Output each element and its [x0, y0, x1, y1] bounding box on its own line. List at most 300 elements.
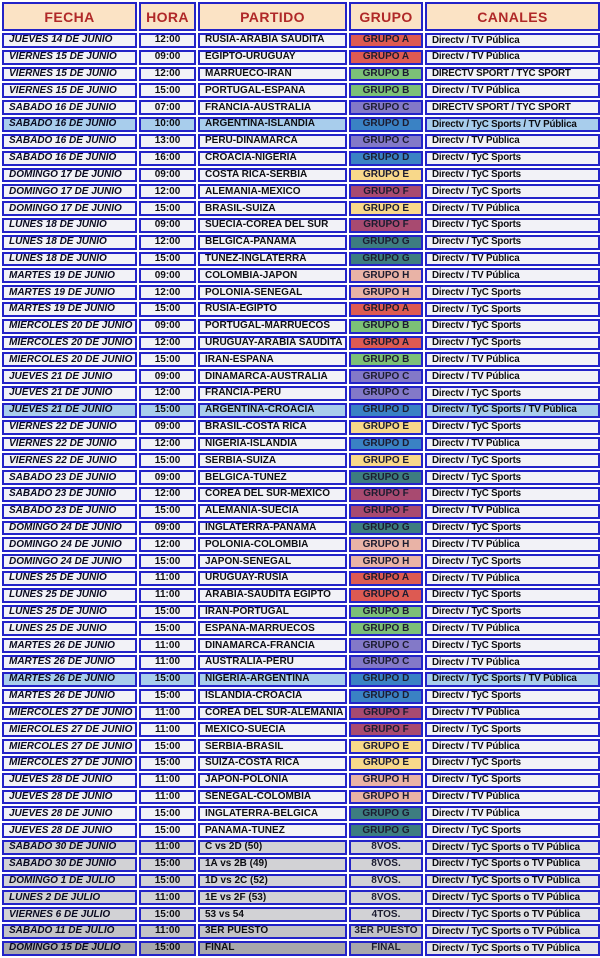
- hora-cell: 15:00: [139, 823, 196, 838]
- canales-cell: Directv / TV Pública: [425, 369, 600, 384]
- hora-cell: 09:00: [139, 50, 196, 65]
- match-row: [2, 201, 600, 216]
- grupo-badge: 8VOS.: [349, 840, 423, 855]
- fecha-cell: JUEVES 28 DE JUNIO: [2, 790, 137, 805]
- canales-cell: Directv / TV Pública: [425, 790, 600, 805]
- partido-cell: COREA DEL SUR-MEXICO: [198, 487, 347, 502]
- partido-cell: JAPON-POLONIA: [198, 773, 347, 788]
- partido-cell: ALEMANIA-MEXICO: [198, 184, 347, 199]
- grupo-badge: GRUPO F: [349, 487, 423, 502]
- hora-cell: 09:00: [139, 369, 196, 384]
- match-row: [2, 739, 600, 754]
- hora-cell: 07:00: [139, 100, 196, 115]
- grupo-badge: GRUPO G: [349, 823, 423, 838]
- canales-cell: Directv / TyC Sports: [425, 722, 600, 737]
- match-row: [2, 218, 600, 233]
- fecha-cell: JUEVES 28 DE JUNIO: [2, 773, 137, 788]
- fecha-cell: LUNES 18 DE JUNIO: [2, 235, 137, 250]
- hora-cell: 11:00: [139, 722, 196, 737]
- hora-cell: 15:00: [139, 252, 196, 267]
- hora-cell: 11:00: [139, 588, 196, 603]
- partido-cell: BELGICA-PANAMA: [198, 235, 347, 250]
- canales-cell: Directv / TyC Sports / TV Pública: [425, 672, 600, 687]
- fecha-cell: JUEVES 21 DE JUNIO: [2, 369, 137, 384]
- match-row: [2, 605, 600, 620]
- grupo-badge: GRUPO G: [349, 806, 423, 821]
- fecha-cell: DOMINGO 17 DE JUNIO: [2, 201, 137, 216]
- canales-cell: Directv / TyC Sports: [425, 168, 600, 183]
- fecha-cell: MARTES 26 DE JUNIO: [2, 638, 137, 653]
- fecha-cell: DOMINGO 24 DE JUNIO: [2, 521, 137, 536]
- grupo-badge: GRUPO E: [349, 420, 423, 435]
- partido-cell: BRASIL-COSTA RICA: [198, 420, 347, 435]
- match-row: [2, 790, 600, 805]
- canales-cell: Directv / TyC Sports o TV Pública: [425, 840, 600, 855]
- canales-cell: Directv / TV Pública: [425, 437, 600, 452]
- canales-cell: Directv / TV Pública: [425, 706, 600, 721]
- hora-cell: 12:00: [139, 487, 196, 502]
- match-row: [2, 823, 600, 838]
- hora-cell: 15:00: [139, 302, 196, 317]
- grupo-badge: GRUPO H: [349, 773, 423, 788]
- fecha-cell: MARTES 26 DE JUNIO: [2, 655, 137, 670]
- canales-cell: Directv / TV Pública: [425, 201, 600, 216]
- canales-cell: Directv / TyC Sports: [425, 487, 600, 502]
- hora-cell: 15:00: [139, 756, 196, 771]
- fecha-cell: MARTES 19 DE JUNIO: [2, 302, 137, 317]
- grupo-badge: GRUPO B: [349, 621, 423, 636]
- partido-cell: ALEMANIA-SUECIA: [198, 504, 347, 519]
- grupo-badge: GRUPO A: [349, 336, 423, 351]
- grupo-badge: GRUPO B: [349, 319, 423, 334]
- match-row: [2, 655, 600, 670]
- hora-cell: 16:00: [139, 151, 196, 166]
- match-row: [2, 756, 600, 771]
- canales-cell: DIRECTV SPORT / TYC SPORT: [425, 67, 600, 82]
- hora-cell: 15:00: [139, 857, 196, 872]
- hora-cell: 11:00: [139, 840, 196, 855]
- grupo-badge: GRUPO D: [349, 672, 423, 687]
- fecha-cell: LUNES 25 DE JUNIO: [2, 571, 137, 586]
- match-row: [2, 773, 600, 788]
- fecha-cell: SABADO 16 DE JUNIO: [2, 100, 137, 115]
- fecha-cell: SABADO 30 DE JUNIO: [2, 857, 137, 872]
- canales-cell: Directv / TyC Sports / TV Pública: [425, 403, 600, 418]
- partido-cell: BELGICA-TUNEZ: [198, 470, 347, 485]
- fecha-cell: JUEVES 21 DE JUNIO: [2, 403, 137, 418]
- fecha-cell: JUEVES 28 DE JUNIO: [2, 806, 137, 821]
- match-row: [2, 537, 600, 552]
- canales-cell: Directv / TyC Sports: [425, 420, 600, 435]
- hora-cell: 15:00: [139, 739, 196, 754]
- grupo-badge: GRUPO G: [349, 235, 423, 250]
- partido-cell: PORTUGAL-ESPAÑA: [198, 83, 347, 98]
- match-row: [2, 302, 600, 317]
- grupo-badge: GRUPO B: [349, 83, 423, 98]
- partido-cell: IRAN-ESPAÑA: [198, 352, 347, 367]
- grupo-badge: GRUPO G: [349, 470, 423, 485]
- grupo-badge: 8VOS.: [349, 857, 423, 872]
- canales-cell: Directv / TyC Sports o TV Pública: [425, 890, 600, 905]
- hora-cell: 10:00: [139, 117, 196, 132]
- canales-cell: Directv / TV Pública: [425, 571, 600, 586]
- partido-cell: ESPAÑA-MARRUECOS: [198, 621, 347, 636]
- canales-cell: Directv / TyC Sports: [425, 638, 600, 653]
- fecha-cell: MIERCOLES 27 DE JUNIO: [2, 756, 137, 771]
- partido-cell: INGLATERRA-BELGICA: [198, 806, 347, 821]
- canales-cell: Directv / TyC Sports: [425, 605, 600, 620]
- match-row: [2, 840, 600, 855]
- fecha-cell: LUNES 25 DE JUNIO: [2, 588, 137, 603]
- partido-cell: DINAMARCA-FRANCIA: [198, 638, 347, 653]
- partido-cell: ARGENTINA-CROACIA: [198, 403, 347, 418]
- match-row: [2, 806, 600, 821]
- match-row: [2, 504, 600, 519]
- hora-cell: 15:00: [139, 806, 196, 821]
- grupo-badge: GRUPO F: [349, 504, 423, 519]
- match-row: [2, 689, 600, 704]
- match-row: [2, 184, 600, 199]
- match-row: [2, 50, 600, 65]
- canales-cell: Directv / TyC Sports: [425, 823, 600, 838]
- grupo-badge: 4TOS.: [349, 907, 423, 922]
- hora-cell: 09:00: [139, 168, 196, 183]
- grupo-badge: FINAL: [349, 941, 423, 956]
- hora-cell: 15:00: [139, 554, 196, 569]
- match-row: [2, 403, 600, 418]
- canales-cell: Directv / TyC Sports: [425, 470, 600, 485]
- hora-cell: 11:00: [139, 571, 196, 586]
- fecha-cell: JUEVES 21 DE JUNIO: [2, 386, 137, 401]
- canales-cell: Directv / TV Pública: [425, 655, 600, 670]
- fecha-cell: MARTES 26 DE JUNIO: [2, 689, 137, 704]
- grupo-badge: GRUPO A: [349, 571, 423, 586]
- partido-cell: 1A vs 2B (49): [198, 857, 347, 872]
- match-row: [2, 285, 600, 300]
- hora-cell: 15:00: [139, 907, 196, 922]
- hora-cell: 15:00: [139, 941, 196, 956]
- partido-cell: URUGUAY-ARABIA SAUDITA: [198, 336, 347, 351]
- hora-cell: 12:00: [139, 235, 196, 250]
- fecha-cell: MIERCOLES 20 DE JUNIO: [2, 352, 137, 367]
- partido-cell: PERU-DINAMARCA: [198, 134, 347, 149]
- match-row: [2, 437, 600, 452]
- match-row: [2, 319, 600, 334]
- fecha-cell: SABADO 23 DE JUNIO: [2, 504, 137, 519]
- fecha-cell: DOMINGO 17 DE JUNIO: [2, 184, 137, 199]
- grupo-badge: GRUPO D: [349, 689, 423, 704]
- canales-cell: Directv / TV Pública: [425, 504, 600, 519]
- grupo-badge: GRUPO F: [349, 218, 423, 233]
- fecha-cell: VIERNES 15 DE JUNIO: [2, 67, 137, 82]
- match-row: [2, 67, 600, 82]
- hora-cell: 11:00: [139, 790, 196, 805]
- hora-cell: 11:00: [139, 638, 196, 653]
- match-row: [2, 621, 600, 636]
- hora-cell: 12:00: [139, 336, 196, 351]
- grupo-badge: GRUPO F: [349, 706, 423, 721]
- grupo-badge: GRUPO D: [349, 151, 423, 166]
- canales-cell: Directv / TyC Sports: [425, 453, 600, 468]
- canales-cell: Directv / TyC Sports o TV Pública: [425, 924, 600, 939]
- fecha-cell: LUNES 2 DE JULIO: [2, 890, 137, 905]
- grupo-badge: GRUPO H: [349, 554, 423, 569]
- partido-cell: PORTUGAL-MARRUECOS: [198, 319, 347, 334]
- hora-cell: 09:00: [139, 319, 196, 334]
- match-row: [2, 117, 600, 132]
- grupo-badge: GRUPO C: [349, 369, 423, 384]
- fecha-cell: MARTES 26 DE JUNIO: [2, 672, 137, 687]
- hora-cell: 09:00: [139, 420, 196, 435]
- table-header: [2, 2, 600, 31]
- partido-cell: 3ER PUESTO: [198, 924, 347, 939]
- partido-cell: DINAMARCA-AUSTRALIA: [198, 369, 347, 384]
- grupo-badge: GRUPO A: [349, 50, 423, 65]
- canales-cell: Directv / TyC Sports: [425, 336, 600, 351]
- match-row: [2, 487, 600, 502]
- fecha-cell: MIERCOLES 27 DE JUNIO: [2, 739, 137, 754]
- partido-cell: POLONIA-SENEGAL: [198, 285, 347, 300]
- grupo-badge: GRUPO C: [349, 638, 423, 653]
- canales-cell: Directv / TV Pública: [425, 83, 600, 98]
- hora-cell: 15:00: [139, 201, 196, 216]
- match-row: [2, 235, 600, 250]
- match-row: [2, 420, 600, 435]
- hora-cell: 12:00: [139, 33, 196, 48]
- partido-cell: RUSIA-ARABIA SAUDITA: [198, 33, 347, 48]
- match-row: [2, 151, 600, 166]
- header-row: [2, 2, 600, 31]
- fecha-cell: MARTES 19 DE JUNIO: [2, 285, 137, 300]
- fecha-cell: MIERCOLES 27 DE JUNIO: [2, 706, 137, 721]
- fecha-cell: LUNES 18 DE JUNIO: [2, 252, 137, 267]
- partido-cell: FRANCIA-PERU: [198, 386, 347, 401]
- partido-cell: NIGERIA-ARGENTINA: [198, 672, 347, 687]
- partido-cell: COLOMBIA-JAPON: [198, 268, 347, 283]
- canales-cell: Directv / TyC Sports: [425, 184, 600, 199]
- partido-cell: SUECIA-COREA DEL SUR: [198, 218, 347, 233]
- hora-cell: 15:00: [139, 605, 196, 620]
- fecha-cell: VIERNES 15 DE JUNIO: [2, 50, 137, 65]
- table-body: [2, 33, 600, 956]
- match-row: [2, 941, 600, 956]
- hora-cell: 09:00: [139, 521, 196, 536]
- grupo-badge: GRUPO A: [349, 302, 423, 317]
- match-row: [2, 352, 600, 367]
- partido-cell: 1E vs 2F (53): [198, 890, 347, 905]
- grupo-badge: GRUPO F: [349, 184, 423, 199]
- partido-cell: BRASIL-SUIZA: [198, 201, 347, 216]
- match-row: [2, 924, 600, 939]
- grupo-badge: GRUPO E: [349, 168, 423, 183]
- fecha-cell: DOMINGO 17 DE JUNIO: [2, 168, 137, 183]
- hora-cell: 15:00: [139, 672, 196, 687]
- canales-cell: Directv / TV Pública: [425, 806, 600, 821]
- hora-cell: 11:00: [139, 655, 196, 670]
- fecha-cell: DOMINGO 1 DE JULIO: [2, 874, 137, 889]
- hora-cell: 15:00: [139, 874, 196, 889]
- partido-cell: RUSIA-EGIPTO: [198, 302, 347, 317]
- partido-cell: C vs 2D (50): [198, 840, 347, 855]
- hora-cell: 12:00: [139, 184, 196, 199]
- canales-cell: Directv / TV Pública: [425, 33, 600, 48]
- match-row: [2, 890, 600, 905]
- grupo-badge: GRUPO E: [349, 201, 423, 216]
- grupo-badge: GRUPO D: [349, 117, 423, 132]
- grupo-badge: GRUPO C: [349, 100, 423, 115]
- hora-cell: 11:00: [139, 706, 196, 721]
- hora-cell: 12:00: [139, 386, 196, 401]
- hora-cell: 11:00: [139, 773, 196, 788]
- hora-cell: 15:00: [139, 403, 196, 418]
- fecha-cell: LUNES 25 DE JUNIO: [2, 621, 137, 636]
- hora-cell: 09:00: [139, 218, 196, 233]
- match-row: [2, 521, 600, 536]
- canales-cell: Directv / TyC Sports o TV Pública: [425, 907, 600, 922]
- partido-cell: URUGUAY-RUSIA: [198, 571, 347, 586]
- column-header-partido: PARTIDO: [198, 2, 347, 31]
- fecha-cell: VIERNES 22 DE JUNIO: [2, 420, 137, 435]
- partido-cell: ARABIA-SAUDITA EGIPTO: [198, 588, 347, 603]
- canales-cell: Directv / TV Pública: [425, 252, 600, 267]
- match-row: [2, 168, 600, 183]
- column-header-fecha: FECHA: [2, 2, 137, 31]
- canales-cell: Directv / TyC Sports: [425, 218, 600, 233]
- match-row: [2, 100, 600, 115]
- fecha-cell: MARTES 19 DE JUNIO: [2, 268, 137, 283]
- hora-cell: 15:00: [139, 689, 196, 704]
- grupo-badge: GRUPO C: [349, 386, 423, 401]
- canales-cell: Directv / TyC Sports: [425, 521, 600, 536]
- grupo-badge: 8VOS.: [349, 890, 423, 905]
- partido-cell: SUIZA-COSTA RICA: [198, 756, 347, 771]
- column-header-grupo: GRUPO: [349, 2, 423, 31]
- fecha-cell: MIERCOLES 20 DE JUNIO: [2, 319, 137, 334]
- canales-cell: Directv / TyC Sports: [425, 554, 600, 569]
- match-row: [2, 857, 600, 872]
- canales-cell: Directv / TyC Sports / TV Pública: [425, 117, 600, 132]
- grupo-badge: GRUPO H: [349, 285, 423, 300]
- canales-cell: Directv / TV Pública: [425, 134, 600, 149]
- partido-cell: PANAMA-TUNEZ: [198, 823, 347, 838]
- partido-cell: SERBIA-BRASIL: [198, 739, 347, 754]
- fecha-cell: JUEVES 14 DE JUNIO: [2, 33, 137, 48]
- match-row: [2, 571, 600, 586]
- grupo-badge: GRUPO F: [349, 722, 423, 737]
- match-row: [2, 907, 600, 922]
- canales-cell: Directv / TyC Sports: [425, 773, 600, 788]
- grupo-badge: GRUPO H: [349, 790, 423, 805]
- canales-cell: Directv / TyC Sports o TV Pública: [425, 857, 600, 872]
- grupo-badge: 8VOS.: [349, 874, 423, 889]
- partido-cell: COREA DEL SUR-ALEMANIA: [198, 706, 347, 721]
- partido-cell: SENEGAL-COLOMBIA: [198, 790, 347, 805]
- canales-cell: Directv / TyC Sports: [425, 285, 600, 300]
- grupo-badge: GRUPO H: [349, 537, 423, 552]
- canales-cell: DIRECTV SPORT / TYC SPORT: [425, 100, 600, 115]
- canales-cell: Directv / TyC Sports: [425, 319, 600, 334]
- fecha-cell: VIERNES 15 DE JUNIO: [2, 83, 137, 98]
- match-row: [2, 588, 600, 603]
- fecha-cell: JUEVES 28 DE JUNIO: [2, 823, 137, 838]
- partido-cell: POLONIA-COLOMBIA: [198, 537, 347, 552]
- canales-cell: Directv / TyC Sports: [425, 689, 600, 704]
- match-row: [2, 722, 600, 737]
- canales-cell: Directv / TyC Sports: [425, 756, 600, 771]
- match-row: [2, 134, 600, 149]
- hora-cell: 15:00: [139, 621, 196, 636]
- canales-cell: Directv / TV Pública: [425, 621, 600, 636]
- partido-cell: NIGERIA-ISLANDIA: [198, 437, 347, 452]
- fecha-cell: MIERCOLES 27 DE JUNIO: [2, 722, 137, 737]
- partido-cell: 1D vs 2C (52): [198, 874, 347, 889]
- grupo-badge: GRUPO B: [349, 605, 423, 620]
- grupo-badge: GRUPO A: [349, 33, 423, 48]
- fecha-cell: SABADO 23 DE JUNIO: [2, 487, 137, 502]
- canales-cell: Directv / TyC Sports: [425, 151, 600, 166]
- canales-cell: Directv / TyC Sports o TV Pública: [425, 941, 600, 956]
- fecha-cell: MIERCOLES 20 DE JUNIO: [2, 336, 137, 351]
- partido-cell: MEXICO-SUECIA: [198, 722, 347, 737]
- match-row: [2, 672, 600, 687]
- hora-cell: 11:00: [139, 890, 196, 905]
- canales-cell: Directv / TyC Sports: [425, 302, 600, 317]
- partido-cell: COSTA RICA-SERBIA: [198, 168, 347, 183]
- hora-cell: 12:00: [139, 285, 196, 300]
- fecha-cell: SABADO 23 DE JUNIO: [2, 470, 137, 485]
- hora-cell: 09:00: [139, 470, 196, 485]
- fecha-cell: SABADO 11 DE JULIO: [2, 924, 137, 939]
- hora-cell: 12:00: [139, 67, 196, 82]
- partido-cell: ISLANDIA-CROACIA: [198, 689, 347, 704]
- partido-cell: IRAN-PORTUGAL: [198, 605, 347, 620]
- match-row: [2, 83, 600, 98]
- match-row: [2, 470, 600, 485]
- canales-cell: Directv / TV Pública: [425, 352, 600, 367]
- grupo-badge: GRUPO B: [349, 352, 423, 367]
- hora-cell: 09:00: [139, 268, 196, 283]
- partido-cell: FRANCIA-AUSTRALIA: [198, 100, 347, 115]
- fecha-cell: DOMINGO 24 DE JUNIO: [2, 554, 137, 569]
- grupo-badge: GRUPO G: [349, 521, 423, 536]
- partido-cell: INGLATERRA-PANAMA: [198, 521, 347, 536]
- match-row: [2, 336, 600, 351]
- hora-cell: 11:00: [139, 924, 196, 939]
- partido-cell: JAPON-SENEGAL: [198, 554, 347, 569]
- partido-cell: EGIPTO-URUGUAY: [198, 50, 347, 65]
- grupo-badge: GRUPO H: [349, 268, 423, 283]
- match-row: [2, 33, 600, 48]
- column-header-canales: CANALES: [425, 2, 600, 31]
- partido-cell: CROACIA-NIGERIA: [198, 151, 347, 166]
- fecha-cell: SABADO 30 DE JUNIO: [2, 840, 137, 855]
- grupo-badge: GRUPO A: [349, 588, 423, 603]
- fecha-cell: SABADO 16 DE JUNIO: [2, 117, 137, 132]
- fecha-cell: SABADO 16 DE JUNIO: [2, 134, 137, 149]
- grupo-badge: GRUPO D: [349, 403, 423, 418]
- partido-cell: FINAL: [198, 941, 347, 956]
- hora-cell: 15:00: [139, 83, 196, 98]
- match-row: [2, 268, 600, 283]
- canales-cell: Directv / TyC Sports: [425, 235, 600, 250]
- grupo-badge: GRUPO G: [349, 252, 423, 267]
- match-row: [2, 386, 600, 401]
- hora-cell: 12:00: [139, 437, 196, 452]
- grupo-badge: GRUPO E: [349, 453, 423, 468]
- match-row: [2, 252, 600, 267]
- match-row: [2, 369, 600, 384]
- match-row: [2, 706, 600, 721]
